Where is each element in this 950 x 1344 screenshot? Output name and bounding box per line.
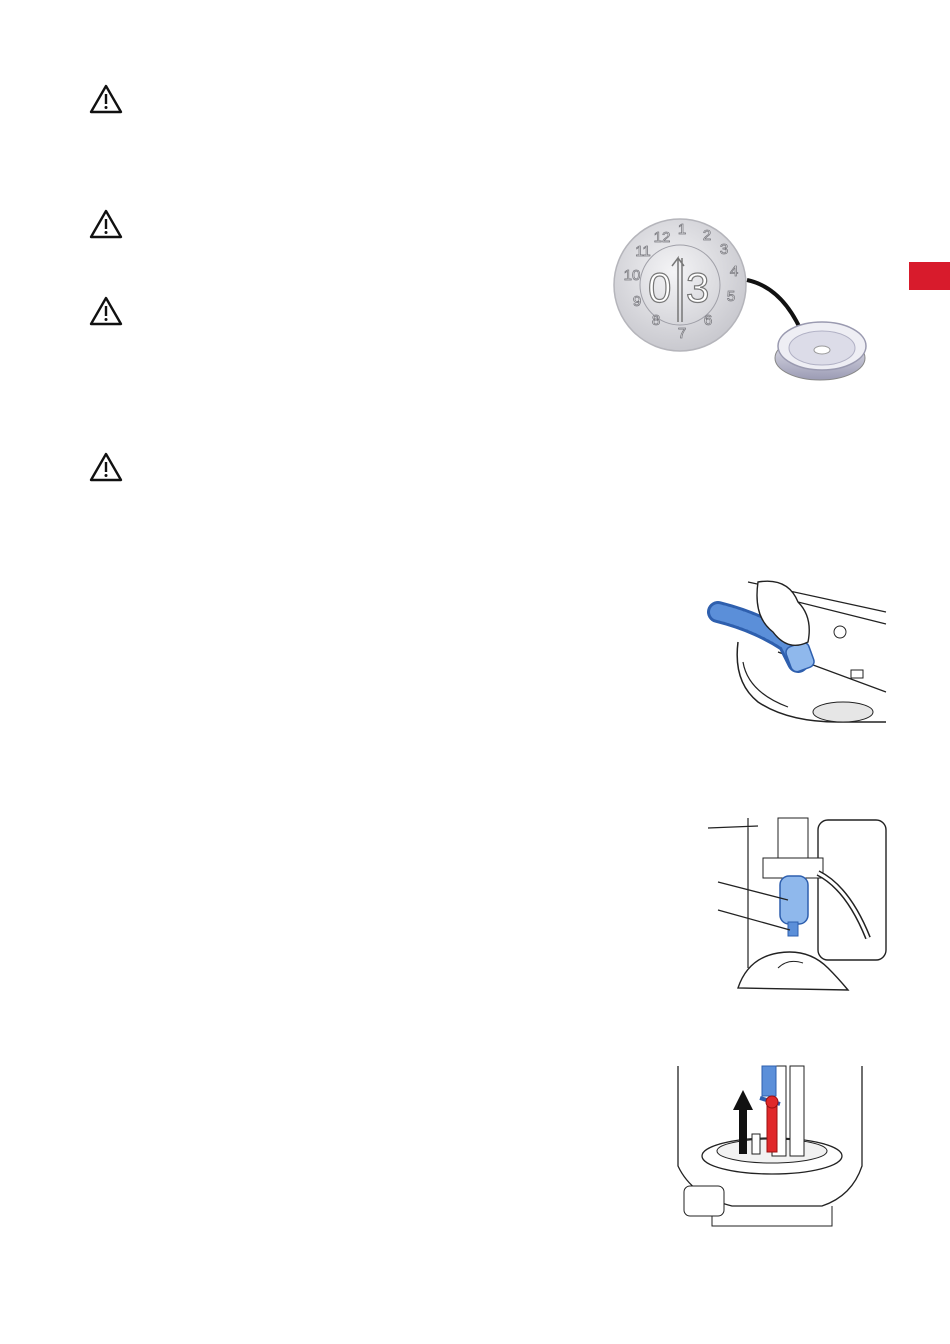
valve-figure	[672, 1066, 884, 1236]
warning-triangle-icon	[89, 452, 123, 482]
warning-triangle-icon	[89, 296, 123, 326]
hose-connection-figure	[718, 572, 886, 732]
dial-number-8: 8	[651, 312, 661, 329]
dial-number-1: 1	[677, 221, 687, 238]
dial-number-3: 3	[719, 241, 729, 258]
dial-number-7: 7	[677, 325, 687, 342]
dial-number-9: 9	[632, 293, 642, 310]
date-dial-figure	[610, 210, 890, 390]
dial-center-digit-right: 3	[686, 264, 710, 311]
dial-number-6: 6	[703, 312, 713, 329]
warning-triangle-icon	[89, 84, 123, 114]
dial-number-11: 11	[635, 243, 651, 260]
filter-removal-figure	[708, 818, 888, 990]
dial-number-10: 10	[623, 267, 641, 284]
warning-triangle-icon	[89, 209, 123, 239]
dial-center-digit-left: 0	[648, 264, 672, 311]
dial-number-12: 12	[653, 229, 671, 246]
dial-number-5: 5	[726, 288, 736, 305]
language-tab-marker	[909, 262, 950, 290]
dial-number-2: 2	[702, 227, 712, 244]
dial-number-4: 4	[729, 263, 739, 280]
